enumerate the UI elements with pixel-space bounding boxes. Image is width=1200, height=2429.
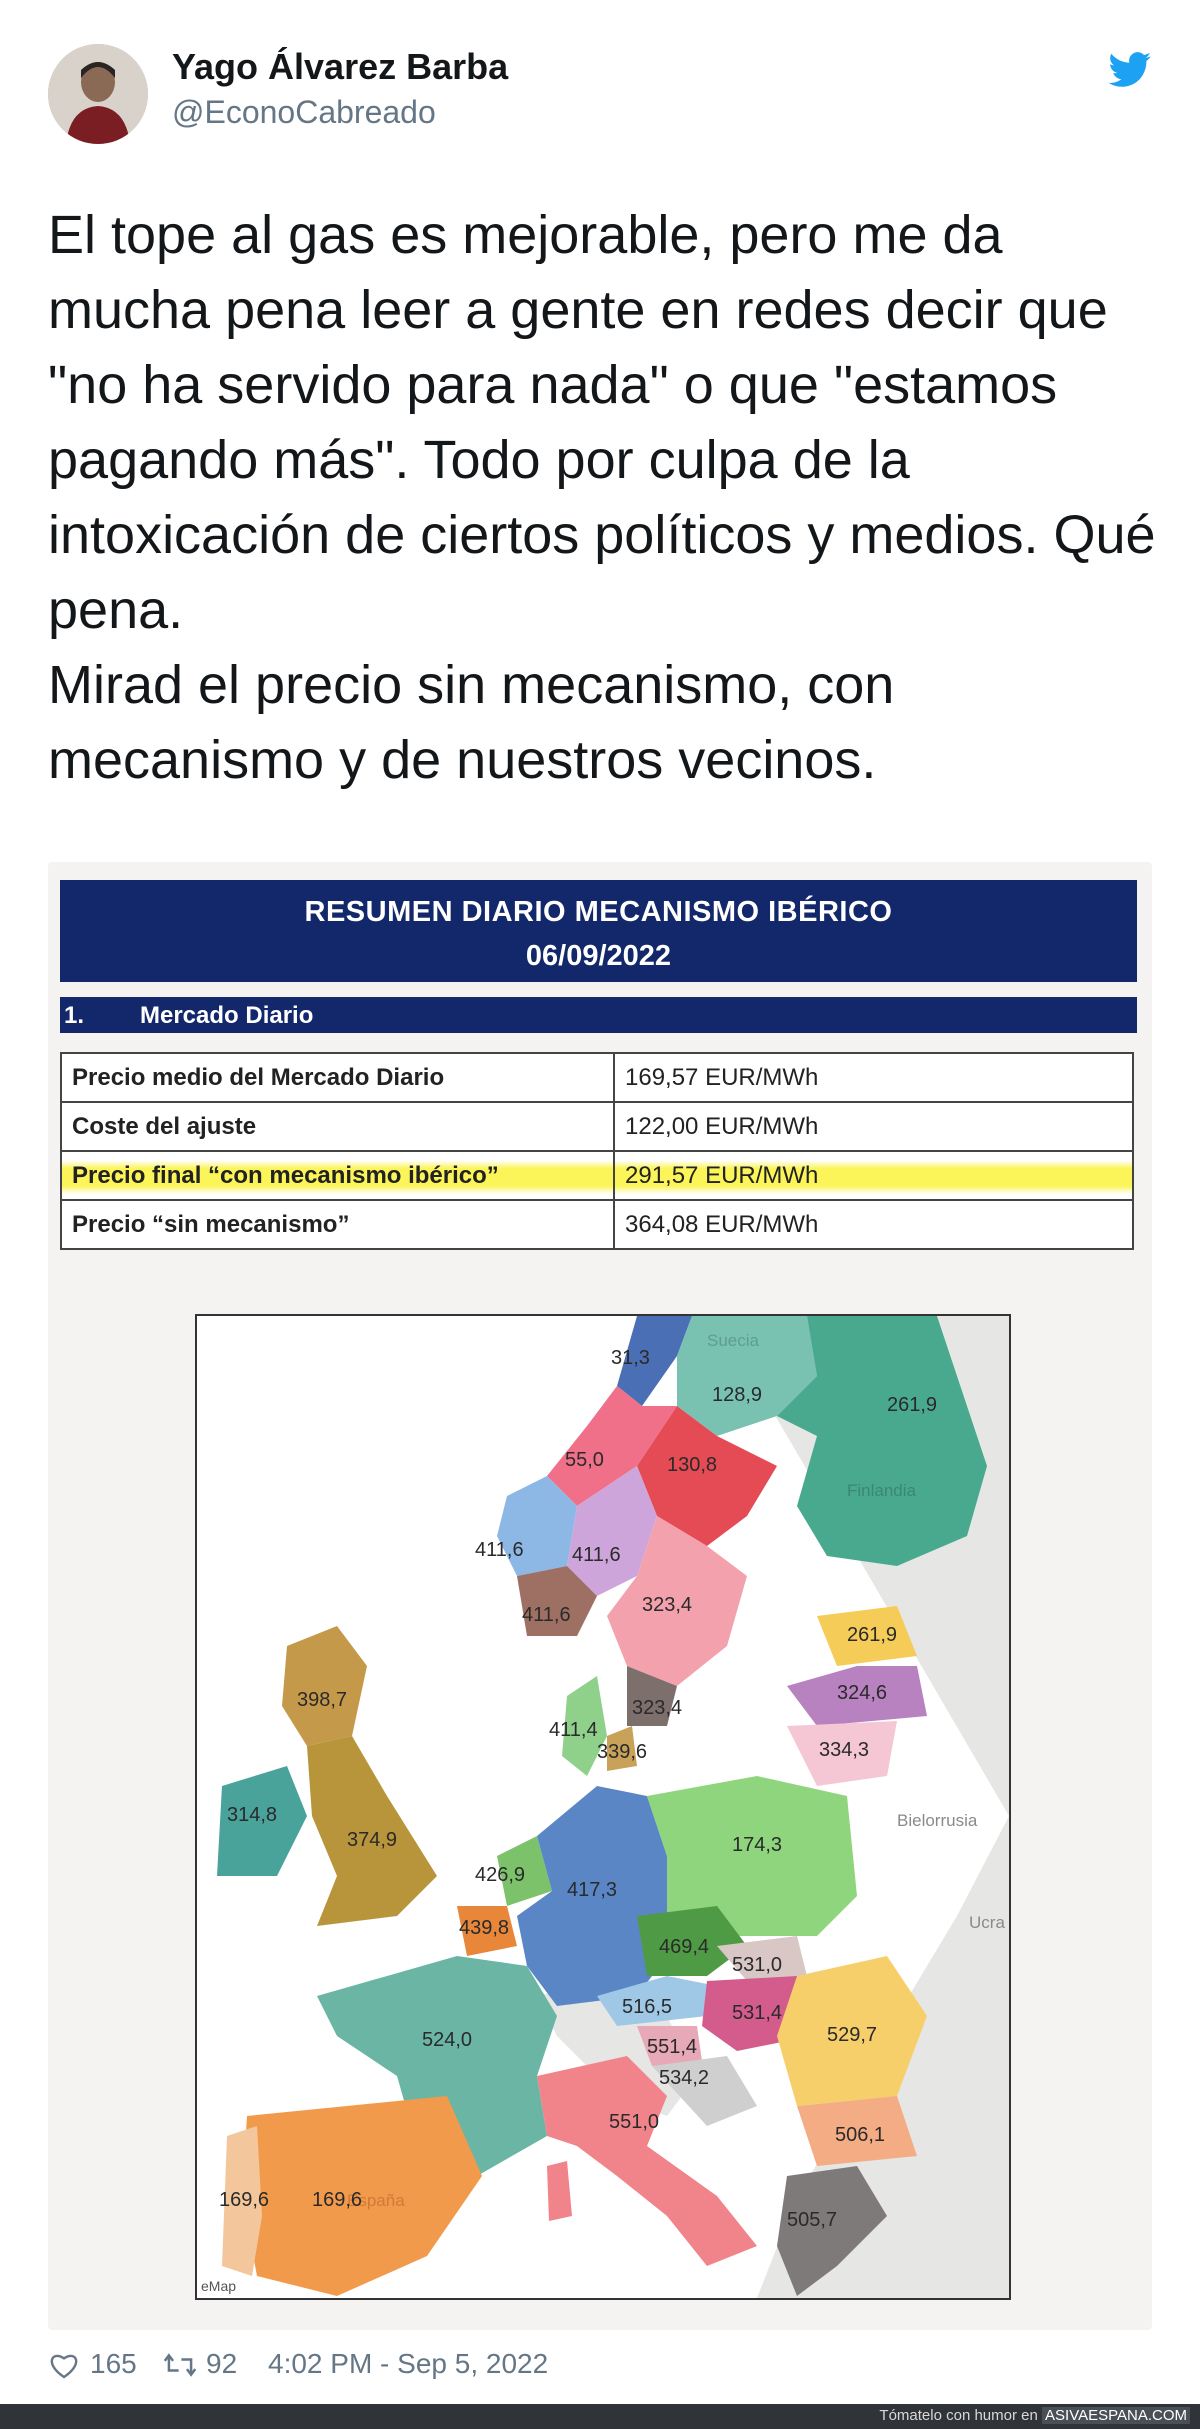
- price-label: 524,0: [422, 2029, 473, 2051]
- price-label: 31,3: [611, 1347, 650, 1369]
- row-label: Precio “sin mecanismo”: [61, 1200, 614, 1249]
- price-label: 417,3: [567, 1879, 618, 1901]
- price-label: 411,4: [549, 1719, 598, 1741]
- price-label: 323,4: [632, 1697, 683, 1719]
- price-label: 469,4: [659, 1936, 710, 1958]
- section-number: 1.: [64, 1002, 85, 1029]
- row-label: Coste del ajuste: [61, 1102, 614, 1151]
- author-name[interactable]: Yago Álvarez Barba: [172, 46, 509, 87]
- price-label: 411,6: [572, 1544, 621, 1566]
- price-label: 426,9: [475, 1864, 526, 1886]
- region-scotland: [282, 1626, 367, 1746]
- retweet-count[interactable]: 92: [206, 2348, 238, 2379]
- place-name: Suecia: [707, 1331, 759, 1350]
- price-label: 174,3: [732, 1834, 783, 1856]
- price-label: 531,0: [732, 1954, 783, 1976]
- place-name: Ucra: [969, 1913, 1005, 1932]
- avatar[interactable]: [48, 44, 148, 144]
- tweet-text: [48, 198, 1158, 798]
- author-handle[interactable]: @EconoCabreado: [172, 94, 436, 130]
- watermark-text: [879, 2407, 1190, 2424]
- row-value: 169,57 EUR/MWh: [614, 1053, 1133, 1102]
- price-label: 261,9: [887, 1394, 938, 1416]
- price-label: 169,6: [219, 2189, 270, 2211]
- like-count[interactable]: 165: [90, 2348, 137, 2379]
- row-label: Precio medio del Mercado Diario: [61, 1053, 614, 1102]
- report-header: [60, 880, 1137, 982]
- price-label: 398,7: [297, 1689, 348, 1711]
- price-label: 531,4: [732, 2002, 783, 2024]
- table-row-highlighted: [61, 1151, 1133, 1200]
- tweet-footer: [48, 2340, 848, 2390]
- retweet-icon[interactable]: [162, 2350, 198, 2380]
- tweet-header: [48, 44, 1152, 154]
- price-label: 339,6: [597, 1741, 648, 1763]
- price-label: 261,9: [847, 1624, 898, 1646]
- price-label: 534,2: [659, 2067, 710, 2089]
- timestamp[interactable]: 4:02 PM - Sep 5, 2022: [268, 2348, 549, 2379]
- price-label: 323,4: [642, 1594, 693, 1616]
- place-name: Finlandia: [847, 1481, 916, 1500]
- price-label: 551,0: [609, 2111, 660, 2133]
- section-bar: [60, 997, 1137, 1033]
- europe-price-map: [195, 1314, 1011, 2300]
- price-label: 324,6: [837, 1682, 888, 1704]
- price-label: 516,5: [622, 1996, 673, 2018]
- twitter-bird-icon[interactable]: [1108, 52, 1152, 88]
- row-value: 122,00 EUR/MWh: [614, 1102, 1133, 1151]
- row-value: 291,57 EUR/MWh: [614, 1151, 1133, 1200]
- table-row: [61, 1102, 1133, 1151]
- watermark-prefix: Tómatelo con humor en: [879, 2407, 1038, 2424]
- europe-map-svg: [197, 1316, 1009, 2298]
- price-label: 551,4: [647, 2036, 698, 2058]
- watermark-site-link[interactable]: ASIVAESPANA.COM: [1042, 2407, 1190, 2424]
- tweet-paragraph: El tope al gas es mejorable, pero me da mucha pena leer a gente en redes decir que "no ha servido para nada" o que "estamos pagando más". Todo por culpa de la intoxicación de ciertos políticos y medios. Qué pena.: [48, 205, 1156, 640]
- tweet-media-image[interactable]: [48, 862, 1152, 2330]
- region-italy-sardinia: [547, 2161, 572, 2221]
- price-label: 374,9: [347, 1829, 398, 1851]
- row-label: Precio final “con mecanismo ibérico”: [61, 1151, 614, 1200]
- price-label: 506,1: [835, 2124, 886, 2146]
- price-label: 128,9: [712, 1384, 763, 1406]
- heart-icon[interactable]: [48, 2350, 80, 2380]
- place-name: España: [347, 2191, 405, 2210]
- table-row: [61, 1053, 1133, 1102]
- row-value: 364,08 EUR/MWh: [614, 1200, 1133, 1249]
- watermark-bar: [0, 2404, 1200, 2429]
- price-label: 411,6: [475, 1539, 524, 1561]
- tweet-paragraph: Mirad el precio sin mecanismo, con mecanismo y de nuestros vecinos.: [48, 655, 895, 790]
- report-title: RESUMEN DIARIO MECANISMO IBÉRICO: [304, 896, 893, 928]
- price-label: 334,3: [819, 1739, 870, 1761]
- price-table: [60, 1052, 1134, 1250]
- price-label: 411,6: [522, 1604, 571, 1626]
- map-credit: eMap: [201, 2278, 237, 2294]
- price-label: 314,8: [227, 1804, 278, 1826]
- price-label: 169,6: [312, 2189, 363, 2211]
- price-label: 130,8: [667, 1454, 718, 1476]
- place-name: Bielorrusia: [897, 1811, 978, 1830]
- price-label: 529,7: [827, 2024, 878, 2046]
- report-date: 06/09/2022: [525, 940, 672, 972]
- price-label: 55,0: [565, 1449, 604, 1471]
- table-row: [61, 1200, 1133, 1249]
- price-label: 439,8: [459, 1917, 510, 1939]
- section-label: Mercado Diario: [140, 1002, 314, 1029]
- price-label: 505,7: [787, 2209, 838, 2231]
